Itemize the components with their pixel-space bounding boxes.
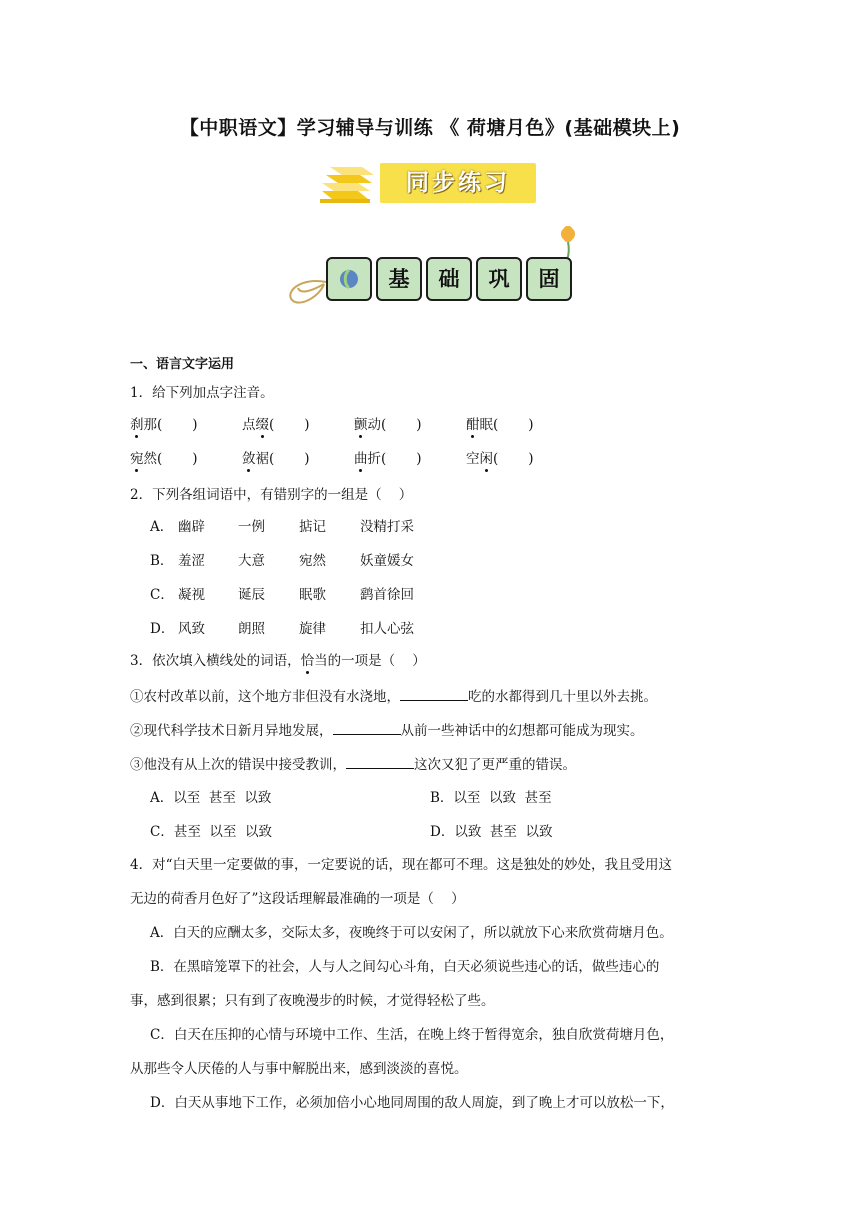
fill-blank[interactable] (333, 720, 401, 735)
q3-sentence-3: ③他没有从上次的错误中接受教训， 这次又犯了更严重的错误。 (130, 754, 576, 774)
q4-option-c-line-1: C．白天在压抑的心情与环境中工作、生活，在晚上终于暂得宽余，独自欣赏荷塘月色， (150, 1027, 674, 1043)
q1-stem: 1．给下列加点字注音。 (130, 385, 274, 401)
q3-sentence-1: ①农村改革以前，这个地方非但没有水浇地， 吃的水都得到几十里以外去挑。 (130, 686, 657, 706)
option-word: 朗照 (238, 621, 265, 637)
books-icon (318, 161, 378, 207)
q2-stem: 2．下列各组词语中，有错别字的一组是（ ） (130, 487, 413, 503)
globe-badge (326, 257, 372, 301)
q4-stem-line-2: 无边的荷香月色好了”这段话理解最准确的一项是（ ） (130, 891, 465, 907)
option-label: C． (150, 587, 174, 603)
globe-icon (338, 268, 360, 290)
option-word: 一例 (238, 519, 265, 535)
q1-item: 敛裾( ) (242, 451, 310, 467)
option-word: 没精打采 (360, 519, 414, 535)
q4-stem-line-1: 4．对“白天里一定要做的事，一定要说的话，现在都可不理。这是独处的妙处，我且受用这 (130, 857, 672, 873)
option-word: 旋律 (299, 621, 326, 637)
basic-consolidation-badge (280, 222, 590, 307)
q1-item: 颤动( ) (354, 417, 422, 433)
q3-stem: 3．依次填入横线处的词语，恰当的一项是（ ） (130, 653, 426, 669)
q1-item: 酣眠( ) (466, 417, 534, 433)
option-word: 掂记 (299, 519, 326, 535)
option-word: 扣人心弦 (360, 621, 414, 637)
option-word: 风致 (178, 621, 205, 637)
q4-option-d-line-1: D．白天从事地下工作，必须加倍小心地同周围的敌人周旋，到了晚上才可以放松一下， (150, 1095, 674, 1111)
option-word: 羞涩 (178, 553, 205, 569)
option-label: A． (150, 519, 174, 535)
q1-item: 刹那( ) (130, 417, 198, 433)
option-word: 诞辰 (238, 587, 265, 603)
option-word: 幽辟 (178, 519, 205, 535)
q3-option-d: D．以致 甚至 以致 (430, 824, 553, 840)
badge-char-2: 础 (426, 257, 472, 301)
page-title: 【中职语文】学习辅导与训练 《 荷塘月色》(基础模块上) (179, 117, 681, 139)
option-word: 宛然 (299, 553, 326, 569)
q1-item: 空闲( ) (466, 451, 534, 467)
q4-option-b-line-1: B．在黑暗笼罩下的社会，人与人之间勾心斗角，白天必须说些违心的话，做些违心的 (150, 959, 660, 975)
option-label: B． (150, 553, 174, 569)
q1-item: 点缀( ) (242, 417, 310, 433)
q1-item: 曲折( ) (354, 451, 422, 467)
fill-blank[interactable] (346, 754, 414, 769)
badge-char-1: 基 (376, 257, 422, 301)
q4-option-a: A．白天的应酬太多，交际太多，夜晚终于可以安闲了，所以就放下心来欣赏荷塘月色。 (150, 925, 673, 941)
banner-label: 同步练习 (406, 170, 510, 196)
q4-option-b-line-2: 事，感到很累；只有到了夜晚漫步的时候，才觉得轻松了些。 (130, 993, 495, 1009)
q3-option-c: C．甚至 以至 以致 (150, 824, 272, 840)
option-label: D． (150, 621, 175, 637)
option-word: 鹞首徐回 (360, 587, 414, 603)
option-word: 凝视 (178, 587, 205, 603)
q1-item: 宛然( ) (130, 451, 198, 467)
fill-blank[interactable] (400, 686, 468, 701)
q4-option-c-line-2: 从那些令人厌倦的人与事中解脱出来，感到淡淡的喜悦。 (130, 1061, 468, 1077)
option-word: 眠歌 (299, 587, 326, 603)
q3-sentence-2: ②现代科学技术日新月异地发展， 从前一些神话中的幻想都可能成为现实。 (130, 720, 644, 740)
badge-char-4: 固 (526, 257, 572, 301)
q3-option-a: A．以至 甚至 以致 (150, 790, 272, 806)
option-word: 妖童媛女 (360, 553, 414, 569)
option-word: 大意 (238, 553, 265, 569)
sync-practice-banner (318, 157, 538, 209)
q3-option-b: B．以至 以致 甚至 (430, 790, 552, 806)
section-heading: 一、语言文字运用 (130, 357, 235, 372)
badge-char-3: 巩 (476, 257, 522, 301)
